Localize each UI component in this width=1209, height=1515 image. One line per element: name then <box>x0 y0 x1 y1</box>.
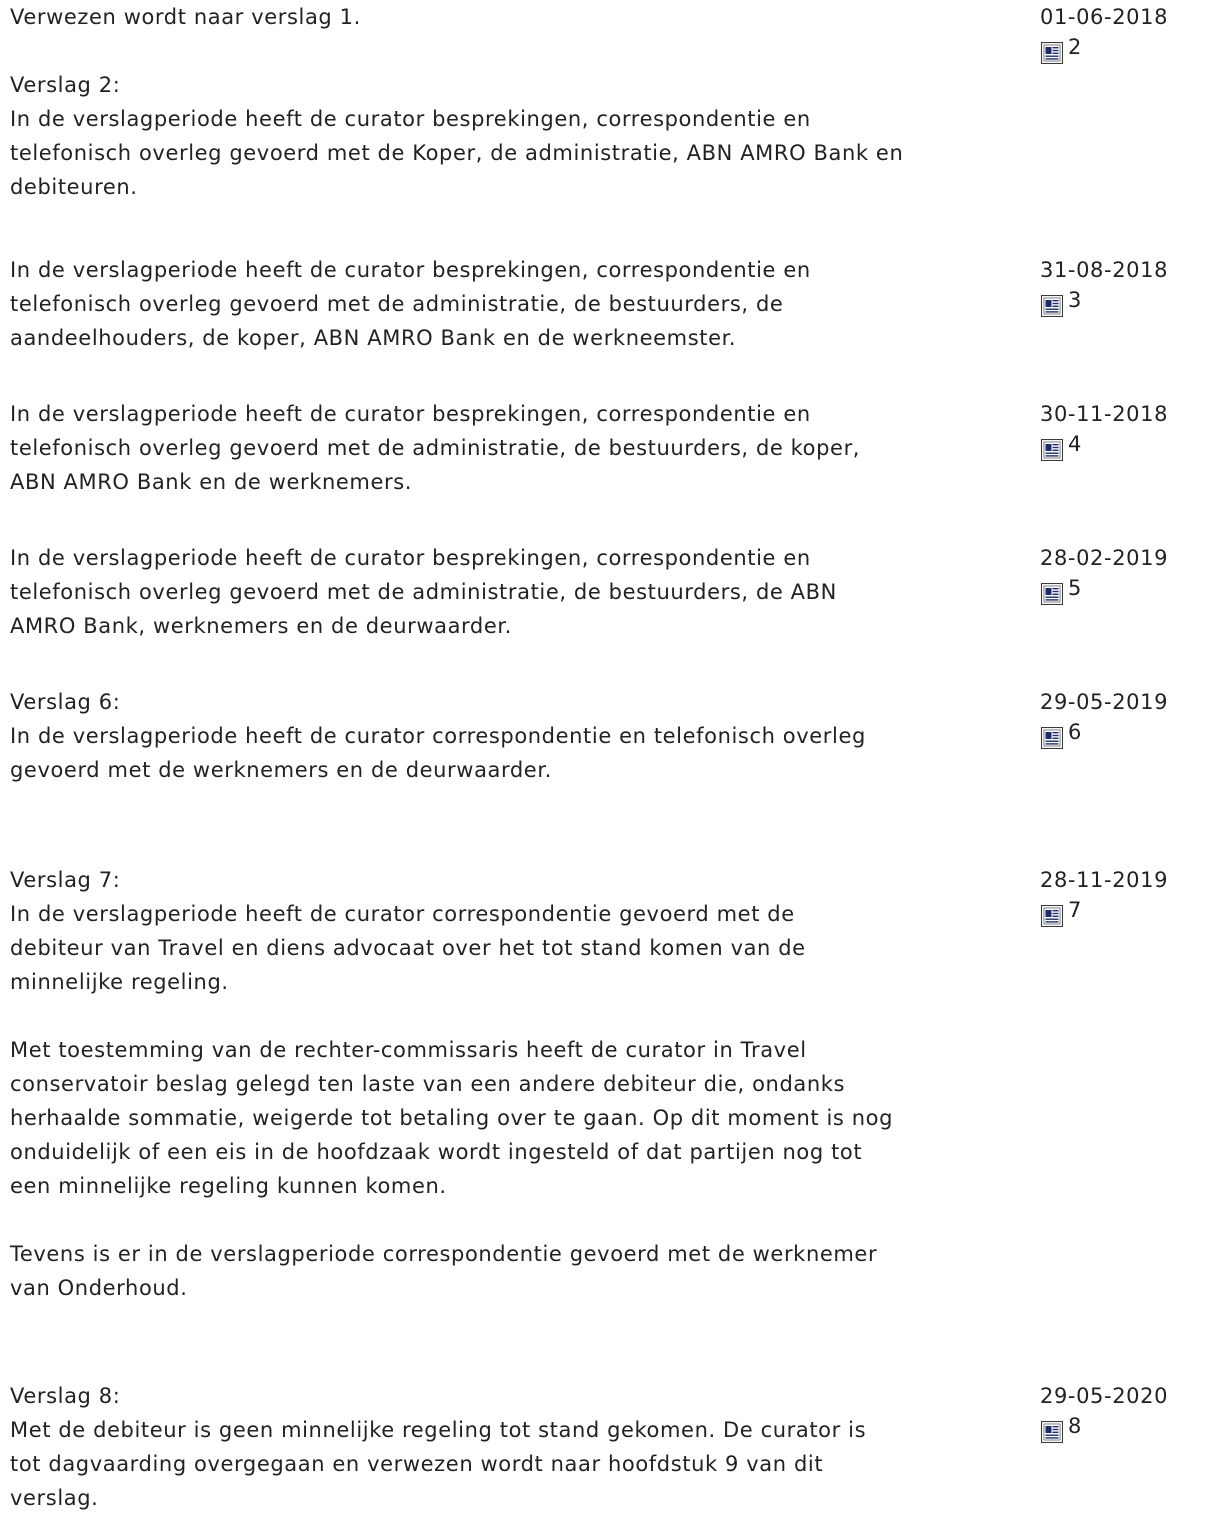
text-line: Met de debiteur is geen minnelijke regeling tot stand gekomen. De curator is <box>10 1418 867 1442</box>
text-line: In de verslagperiode heeft de curator correspondentie gevoerd met de <box>10 902 795 926</box>
entry-date: 28-11-2019 <box>1040 868 1169 892</box>
entry-text <box>10 863 1020 1305</box>
entry-paragraph <box>10 68 1020 204</box>
text-line: AMRO Bank, werknemers en de deurwaarder. <box>10 614 512 638</box>
entry-meta <box>1040 397 1209 467</box>
text-line: telefonisch overleg gevoerd met de Koper, de administratie, ABN AMRO Bank en <box>10 141 904 165</box>
text-line: verslag. <box>10 1486 99 1510</box>
text-line: Verslag 7: <box>10 868 121 892</box>
report-link[interactable] <box>1040 36 1209 70</box>
text-line: In de verslagperiode heeft de curator besprekingen, correspondentie en <box>10 546 811 570</box>
document-icon[interactable] <box>1041 583 1063 605</box>
entry-meta <box>1040 1379 1209 1449</box>
entry-paragraph <box>10 685 1020 787</box>
entry-text <box>10 397 1020 499</box>
entry-meta <box>1040 253 1209 323</box>
document-icon[interactable] <box>1041 439 1063 461</box>
report-number[interactable]: 2 <box>1068 35 1082 59</box>
text-line: Verslag 2: <box>10 73 121 97</box>
text-line: Verslag 6: <box>10 690 121 714</box>
report-link[interactable] <box>1040 433 1209 467</box>
text-line: een minnelijke regeling kunnen komen. <box>10 1174 447 1198</box>
entry-meta <box>1040 863 1209 933</box>
text-line: onduidelijk of een eis in de hoofdzaak wordt ingesteld of dat partijen nog tot <box>10 1140 863 1164</box>
entry-paragraph <box>10 1033 1020 1203</box>
text-line: In de verslagperiode heeft de curator correspondentie en telefonisch overleg <box>10 724 866 748</box>
entry-paragraph <box>10 1237 1020 1305</box>
text-line: debiteur van Travel en diens advocaat over het tot stand komen van de <box>10 936 806 960</box>
text-line: In de verslagperiode heeft de curator besprekingen, correspondentie en <box>10 107 811 131</box>
document-icon[interactable] <box>1041 727 1063 749</box>
entry-text <box>10 541 1020 643</box>
entry-date: 01-06-2018 <box>1040 5 1169 29</box>
entry-paragraph <box>10 397 1020 499</box>
text-line: debiteuren. <box>10 175 138 199</box>
report-number[interactable]: 8 <box>1068 1414 1082 1438</box>
text-line: ABN AMRO Bank en de werknemers. <box>10 470 413 494</box>
text-line: Verwezen wordt naar verslag 1. <box>10 5 361 29</box>
entry-paragraph <box>10 0 1020 34</box>
entry-date: 31-08-2018 <box>1040 258 1169 282</box>
entry-meta <box>1040 685 1209 755</box>
report-link[interactable] <box>1040 1415 1209 1449</box>
text-line: Tevens is er in de verslagperiode correspondentie gevoerd met de werknemer <box>10 1242 878 1266</box>
text-line: telefonisch overleg gevoerd met de administratie, de bestuurders, de <box>10 292 784 316</box>
entry-date: 30-11-2018 <box>1040 402 1169 426</box>
entry-paragraph <box>10 863 1020 999</box>
entry-date: 28-02-2019 <box>1040 546 1169 570</box>
text-line: telefonisch overleg gevoerd met de administratie, de bestuurders, de koper, <box>10 436 861 460</box>
document-icon[interactable] <box>1041 42 1063 64</box>
report-number[interactable]: 7 <box>1068 898 1082 922</box>
report-link[interactable] <box>1040 289 1209 323</box>
entry-text <box>10 685 1020 787</box>
text-line: telefonisch overleg gevoerd met de administratie, de bestuurders, de ABN <box>10 580 837 604</box>
text-line: In de verslagperiode heeft de curator besprekingen, correspondentie en <box>10 258 811 282</box>
entry-paragraph <box>10 541 1020 643</box>
text-line: gevoerd met de werknemers en de deurwaarder. <box>10 758 552 782</box>
text-line: aandeelhouders, de koper, ABN AMRO Bank en de werkneemster. <box>10 326 737 350</box>
entry-paragraph <box>10 253 1020 355</box>
report-link[interactable] <box>1040 577 1209 611</box>
text-line: conservatoir beslag gelegd ten laste van een andere debiteur die, ondanks <box>10 1072 846 1096</box>
entry-text <box>10 253 1020 355</box>
document-icon[interactable] <box>1041 905 1063 927</box>
text-line: herhaalde sommatie, weigerde tot betaling over te gaan. Op dit moment is nog <box>10 1106 894 1130</box>
entry-date: 29-05-2019 <box>1040 690 1169 714</box>
text-line: Met toestemming van de rechter-commissaris heeft de curator in Travel <box>10 1038 807 1062</box>
text-line: van Onderhoud. <box>10 1276 188 1300</box>
entry-meta <box>1040 0 1209 70</box>
report-number[interactable]: 4 <box>1068 432 1082 456</box>
text-line: Verslag 8: <box>10 1384 121 1408</box>
report-number[interactable]: 6 <box>1068 720 1082 744</box>
document-icon[interactable] <box>1041 1421 1063 1443</box>
report-link[interactable] <box>1040 899 1209 933</box>
text-line: In de verslagperiode heeft de curator besprekingen, correspondentie en <box>10 402 811 426</box>
entry-text <box>10 0 1020 204</box>
text-line: minnelijke regeling. <box>10 970 229 994</box>
report-link[interactable] <box>1040 721 1209 755</box>
report-number[interactable]: 3 <box>1068 288 1082 312</box>
document-icon[interactable] <box>1041 295 1063 317</box>
report-number[interactable]: 5 <box>1068 576 1082 600</box>
entry-date: 29-05-2020 <box>1040 1384 1169 1408</box>
entry-meta <box>1040 541 1209 611</box>
text-line: tot dagvaarding overgegaan en verwezen wordt naar hoofdstuk 9 van dit <box>10 1452 824 1476</box>
